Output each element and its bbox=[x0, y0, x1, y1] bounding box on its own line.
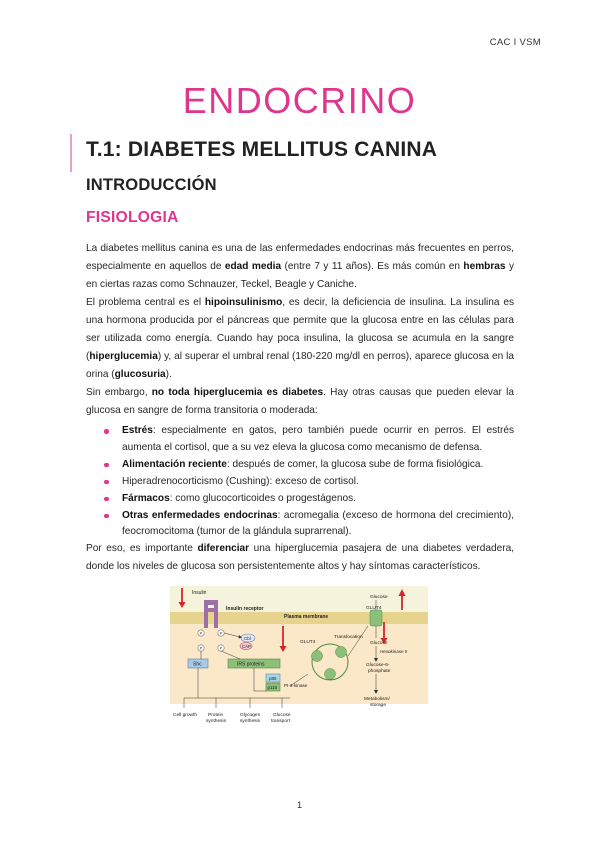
label-insulin: Insulin bbox=[192, 590, 207, 596]
label-protein: Protein bbox=[208, 713, 224, 718]
label-shc: Shc bbox=[193, 661, 202, 668]
svg-text:P: P bbox=[199, 630, 203, 636]
list-item: Estrés: especialmente en gatos, pero también puede ocurrir en perros. El estrés aumenta el cortisol, que a su vez eleva la glucosa como mecanismo de defensa. bbox=[104, 423, 514, 456]
label-glut4-top: GLUT4 bbox=[366, 606, 382, 611]
label-insulin-receptor: Insulin receptor bbox=[226, 606, 264, 612]
label-cell-growth: Cell growth bbox=[173, 713, 197, 718]
svg-text:P: P bbox=[219, 630, 223, 636]
glut4-transporter bbox=[370, 610, 382, 626]
heading-fisiologia: FISIOLOGIA bbox=[86, 209, 179, 226]
causes-list bbox=[104, 423, 514, 541]
bullet-icon bbox=[104, 497, 109, 502]
label-protein-synthesis: synthesis bbox=[206, 719, 226, 724]
svg-text:P: P bbox=[219, 645, 223, 651]
svg-text:P: P bbox=[199, 645, 203, 651]
label-glycogen-synthesis: synthesis bbox=[240, 719, 260, 724]
paragraph-2: El problema central es el hipoinsulinismo, es decir, la deficiencia de insulina. La insulina es una hormona producida por el páncreas que permite que la glucosa entre en las células para ser utilizada como energía. Cuando hay poca insulina, la glucosa se acumula en la sangre (hiperglucemia) y, al superar el umbral renal (180-220 mg/dl en perros), aparece glucosa en la orina (glucosuria). bbox=[86, 297, 514, 380]
svg-text:Cbl: Cbl bbox=[244, 635, 251, 641]
page-number: 1 bbox=[296, 800, 303, 811]
label-irs-proteins: IRS proteins bbox=[237, 661, 265, 668]
list-item: Alimentación reciente: después de comer, la glucosa sube de forma fisiológica. bbox=[104, 457, 514, 474]
list-item: Hiperadrenocorticismo (Cushing): exceso de cortisol. bbox=[104, 474, 514, 491]
section-title: T.1: DIABETES MELLITUS CANINA bbox=[86, 138, 438, 161]
list-item: Fármacos: como glucocorticoides o progestágenos. bbox=[104, 491, 514, 508]
label-metabolism-line2: storage bbox=[370, 703, 386, 708]
label-p110: p110 bbox=[267, 684, 278, 690]
subsection-title: INTRODUCCIÓN bbox=[86, 176, 217, 194]
svg-text:CAP: CAP bbox=[242, 643, 251, 649]
label-plasma-membrane: Plasma membrane bbox=[284, 614, 329, 620]
label-glucose-out: Glucose bbox=[273, 713, 291, 718]
label-glycogen: Glycogen bbox=[240, 713, 261, 718]
label-metabolism-line1: Metabolism/ bbox=[364, 697, 390, 702]
label-pi3-kinase: PI-3-kinase bbox=[284, 683, 308, 688]
document-title: ENDOCRINO bbox=[182, 80, 417, 121]
section-accent-bar bbox=[70, 134, 72, 172]
label-glucose-top: Glucose bbox=[370, 595, 388, 600]
label-translocation: Translocation bbox=[334, 635, 363, 640]
label-g6p-line2: phosphate bbox=[368, 669, 391, 674]
label-g6p-line1: Glucose-6- bbox=[366, 663, 390, 668]
bullet-icon bbox=[104, 429, 109, 434]
bullet-icon bbox=[104, 463, 109, 468]
paragraph-1: La diabetes mellitus canina es una de las enfermedades endocrinas más frecuentes en perros, especialmente en aquellos de edad media (entre 7 y 11 años). Es más común en hembras y en ciertas razas como Schnauzer, Teckel, Beagle y Caniche. bbox=[86, 243, 514, 290]
paragraph-3: Sin embargo, no toda hiperglucemia es diabetes. Hay otras causas que pueden elevar la glucosa en sangre de forma transitoria o moderada: bbox=[86, 387, 515, 416]
insulin-signaling-diagram bbox=[170, 586, 428, 734]
label-p85: p85 bbox=[269, 675, 277, 681]
header-mark: CAC I VSM bbox=[489, 37, 541, 48]
label-glut4-mid: GLUT4 bbox=[300, 640, 316, 645]
label-glucose-mid: Glucose bbox=[370, 641, 388, 646]
label-hexokinase: Hexokinase II bbox=[380, 649, 408, 654]
paragraph-4: Por eso, es importante diferenciar una hiperglucemia pasajera de una diabetes verdadera, donde los niveles de glucosa son persistentemente altos y hay síntomas característicos. bbox=[86, 543, 514, 572]
bullet-icon bbox=[104, 514, 109, 519]
bullet-icon bbox=[104, 480, 109, 485]
list-item: Otras enfermedades endocrinas: acromegalia (exceso de hormona del crecimiento), feocromocitoma (tumor de la glándula suprarrenal). bbox=[104, 508, 514, 541]
label-glucose-transport: transport bbox=[271, 719, 290, 724]
